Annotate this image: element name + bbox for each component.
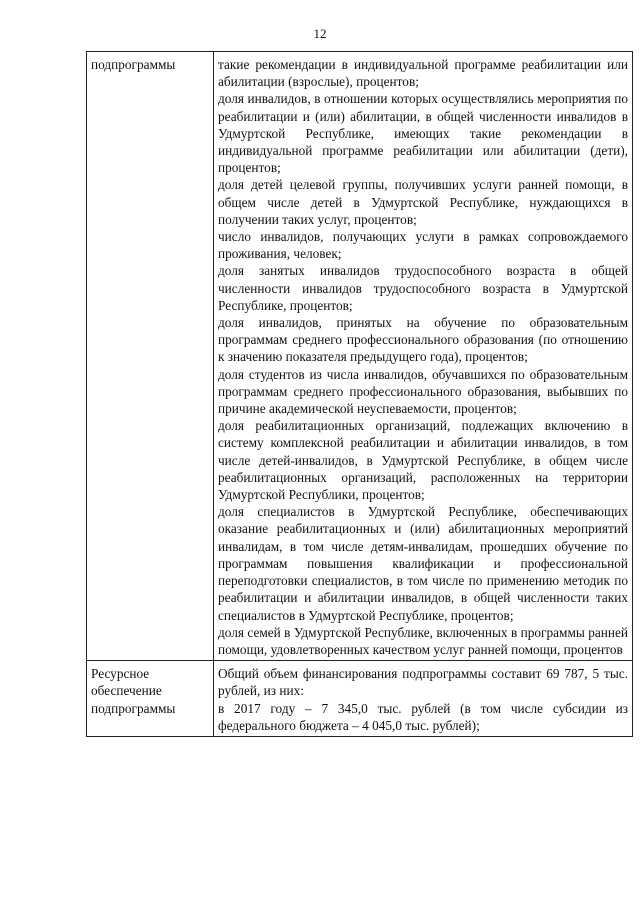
passport-table bbox=[86, 51, 633, 737]
page-number: 12 bbox=[313, 26, 327, 41]
table-row bbox=[87, 52, 633, 661]
funding-paragraph: Общий объем финансирования подпрограммы составит 69 787, 5 тыс. рублей, из них: bbox=[218, 666, 628, 699]
row-value bbox=[214, 52, 633, 661]
indicator-paragraph: доля инвалидов, в отношении которых осуществлялись мероприятия по реабилитации и (или) абилитации, в общей численности инвалидов в Удмуртской Республике, имеющих такие рекомендации в индивидуальной программе реабилитации или абилитации (дети), процентов; bbox=[218, 91, 628, 176]
indicator-paragraph: доля специалистов в Удмуртской Республике, обеспечивающих оказание реабилитационных и (или) абилитационных мероприятий инвалидам, в том числе детям-инвалидам, прошедших обучение по программам повышения квалификации и профессиональной переподготовки специалистов, в том числе по применению методик по реабилитации и абилитации инвалидов, в общей численности таких специалистов в Удмуртской Республике, процентов; bbox=[218, 504, 628, 623]
row-value bbox=[214, 661, 633, 737]
indicator-paragraph: число инвалидов, получающих услуги в рамках сопровождаемого проживания, человек; bbox=[218, 229, 628, 262]
table-row bbox=[87, 661, 633, 737]
indicator-paragraph: доля реабилитационных организаций, подлежащих включению в систему комплексной реабилитации и абилитации инвалидов, в том числе детей-инвалидов, в Удмуртской Республике, в общем числе реабилитационных организаций, расположенных на территории Удмуртской Республики, процентов; bbox=[218, 418, 628, 503]
indicator-paragraph: доля детей целевой группы, получивших услуги ранней помощи, в общем числе детей в Удмуртской Республике, нуждающихся в получении таких услуг, процентов; bbox=[218, 177, 628, 227]
funding-paragraph: в 2017 году – 7 345,0 тыс. рублей (в том числе субсидии из федерального бюджета – 4 045,0 тыс. рублей); bbox=[218, 700, 628, 733]
row-label: Ресурсное обеспечение подпрограммы bbox=[87, 661, 214, 737]
indicator-paragraph: доля семей в Удмуртской Республике, включенных в программы ранней помощи, удовлетворенных качеством услуг ранней помощи, процентов bbox=[218, 624, 628, 657]
indicator-paragraph: доля инвалидов, принятых на обучение по образовательным программам среднего профессионального образования (по отношению к значению показателя предыдущего года), процентов; bbox=[218, 315, 628, 365]
indicator-paragraph: доля занятых инвалидов трудоспособного возраста в общей численности инвалидов трудоспособного возраста в Удмуртской Республике, процентов; bbox=[218, 263, 628, 313]
indicator-paragraph: такие рекомендации в индивидуальной программе реабилитации или абилитации (взрослые), процентов; bbox=[218, 57, 628, 90]
row-label: подпрограммы bbox=[87, 52, 214, 661]
indicator-paragraph: доля студентов из числа инвалидов, обучавшихся по образовательным программам среднего профессионального образования, выбывших по причине академической неуспеваемости, процентов; bbox=[218, 366, 628, 417]
